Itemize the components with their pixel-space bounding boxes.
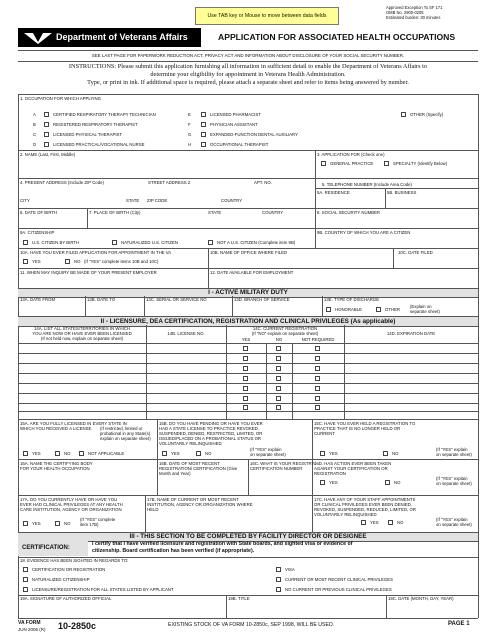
q1-letter-h: H [188, 142, 192, 147]
q10c-label: 10C. DATE FILED [398, 250, 433, 255]
certification-line-1: I certify that I have verified licensure and registration with State boards, and sighted visa or evidence of [92, 541, 353, 547]
approval-line-1: Approved Exception To SF 171 [386, 5, 443, 10]
q13a-label: 13A. DATE FROM [20, 297, 56, 302]
q14c-row3-not-required-checkbox[interactable] [315, 366, 320, 371]
section-2-header: II - LICENSURE, DEA CERTIFICATION, REGISTRATION AND CLINICAL PRIVILEGES (As applicable) [18, 316, 478, 327]
q17c-line-1: 17C. HAVE ANY OF YOUR STAFF APPOINTMENTS [314, 497, 416, 502]
q13-honorable-label: HONORABLE [335, 307, 362, 312]
q17a-yes-label: YES [32, 521, 41, 526]
q18-certification-label: CERTIFICATION OR REGISTRATION [32, 567, 106, 572]
q14c-row2-yes-checkbox[interactable] [243, 356, 248, 361]
q13d-label: 13D. BRANCH OF SERVICE [234, 297, 290, 302]
q17c-note-1: (If "YES" explain [436, 517, 468, 522]
q4-label: 4. PRESENT ADDRESS (Include ZIP Code) [20, 180, 104, 185]
q15b-yes-checkbox[interactable] [162, 451, 167, 456]
q17c-line-2: OR CLINICAL PRIVILEGES EVER BEEN DENIED, [314, 502, 412, 507]
q15b-no-label: NO [205, 451, 212, 456]
q4-state: STATE [126, 198, 140, 203]
q1-checkbox-other[interactable] [401, 112, 406, 117]
q3-general-checkbox[interactable] [321, 161, 326, 166]
q14a-line-3: (If not held now, explain on separate sheet) [40, 336, 124, 341]
q18-licensure-checkbox[interactable] [23, 587, 28, 592]
q1-label: 1. OCCUPATION FOR WHICH APPLYING [20, 96, 101, 101]
q1-option-f: PHYSICIAN ASSISTANT [210, 122, 258, 127]
q15a-yes-checkbox[interactable] [23, 451, 28, 456]
q18-visa-label: VISA [285, 567, 295, 572]
q16b-line-1: 16B. DATE OF MOST RECENT [159, 461, 220, 466]
q14c-yes: YES [241, 337, 251, 342]
q14b-label: 14B. LICENSE NO. [167, 331, 205, 336]
q17a-note-2: item 17B) [80, 522, 99, 527]
q18-current-privileges-label: CURRENT OR MOST RECENT CLINICAL PRIVILEGES [285, 577, 394, 582]
q17b-line-2: INSTITUTION, AGENCY OR ORGANIZATION WHERE [147, 502, 253, 507]
q15c-yes-checkbox[interactable] [320, 451, 325, 456]
q1-checkbox-e[interactable] [201, 112, 206, 117]
q4-street2: STREET ADDRESS 2 [148, 180, 191, 185]
q16d-no-checkbox[interactable] [385, 480, 390, 485]
q14c-line-1: 14C. CURRENT REGISTRATION [252, 326, 318, 331]
q15a-note-1: (If restricted, limited or [100, 426, 143, 431]
q14a-line-1: 14A. LIST ALL STATES/TERRITORIES IN WHICH [34, 326, 130, 331]
q12-label: 12. DATE AVAILABLE FOR EMPLOYMENT [210, 270, 294, 275]
q16d-line-1: 16D. HAS ACTION EVER BEEN TAKEN [314, 461, 392, 466]
q17a-yes-checkbox[interactable] [23, 521, 28, 526]
q14c-row1-yes-checkbox[interactable] [243, 346, 248, 351]
q16b-line-3: Month and Year) [159, 471, 191, 476]
q15a-na-label: NOT APPLICABLE [88, 451, 125, 456]
q14c-row7-no-checkbox[interactable] [276, 405, 281, 410]
q15b-line-4: ISSUED/PLACED ON A PROBATIONAL STATUS OR [159, 436, 262, 441]
q10-no-checkbox[interactable] [65, 259, 70, 264]
q15b-yes-label: YES [171, 451, 180, 456]
certification-label: CERTIFICATION: [22, 545, 70, 551]
org-name: Department of Veterans Affairs [56, 32, 188, 42]
q3-specialty-label: SPECIALTY (Identify Below) [393, 161, 448, 166]
q17a-no-label: NO [64, 521, 71, 526]
q15c-line-3: CURRENT [314, 431, 336, 436]
q13-other-label: OTHER [385, 307, 401, 312]
q16a-line-2: FOR YOUR HEALTH OCCUPATION [20, 466, 90, 471]
instructions-3: Type, or print in ink. If additional space is required, please attach a separate sheet and refer to items being answered by number. [87, 79, 409, 86]
q5-label: 5. TELEPHONE NUMBER (Include Area Code) [322, 182, 412, 187]
q15a-line-1: 15A. ARE YOU FULLY LICENSED IN EVERY STATE IN [20, 421, 127, 426]
q14c-row1-not-required-checkbox[interactable] [315, 346, 320, 351]
q14c-no: NO [275, 337, 283, 342]
q10-yes-label: YES [32, 259, 41, 264]
q1-letter-c: C [33, 132, 37, 137]
q18-no-privileges-label: NO CURRENT OR PREVIOUS CLINICAL PRIVILEGES [285, 587, 392, 592]
q19b-label: 19B. TITLE [228, 596, 250, 601]
q17a-line-2: EVER HAD CLINICAL PRIVILEGES AT ANY HEALTH [20, 502, 123, 507]
q14c-row1-no-checkbox[interactable] [276, 346, 281, 351]
form-title: APPLICATION FOR ASSOCIATED HEALTH OCCUPATIONS [218, 32, 456, 42]
q1-option-b: REGISTERED RESPIRATORY THERAPIST [53, 122, 138, 127]
q14c-row4-not-required-checkbox[interactable] [315, 376, 320, 381]
q17a-line-3: CARE INSTITUTION, AGENCY OR ORGANIZATION [20, 507, 122, 512]
va-seal-icon [22, 30, 54, 45]
q18-label: 18. EVIDENCE HAS BEEN SIGHTED IN REGARDS TO: [20, 558, 129, 563]
q6-label: 6. DATE OF BIRTH [20, 210, 58, 215]
instructions-1: INSTRUCTIONS: Please submit this application furnishing all information in sufficient detail to enable the Department of Veterans Affairs to [68, 63, 428, 70]
q11-label: 11. WHEN MAY INQUIRY BE MADE OF YOUR PRESENT EMPLOYER [20, 270, 157, 275]
certification-line-2: citizenship. Board certification has been verified (if appropriate). [92, 548, 255, 554]
q13-explain-1: (Explain on [410, 304, 432, 309]
q15b-line-2: HAD A STATE LICENSE TO PRACTICE REVOKED, [159, 426, 259, 431]
q17c-yes-label: YES [370, 520, 379, 525]
q14d-label: 14D. EXPIRATION DATE [386, 331, 436, 336]
q14c-row3-no-checkbox[interactable] [276, 366, 281, 371]
q15c-no-checkbox[interactable] [383, 451, 388, 456]
q10-yes-checkbox[interactable] [23, 259, 28, 264]
q13c-label: 13C. SERIAL OR SERVICE NO [146, 297, 207, 302]
q16d-note-1: (If "YES" explain [436, 476, 468, 481]
q1-letter-e: E [188, 112, 191, 117]
q18-no-privileges-checkbox[interactable] [276, 587, 281, 592]
q4-zip: ZIP CODE [147, 198, 168, 203]
q16d-line-2: AGAINST YOUR CERTIFICATION OR [314, 466, 388, 471]
q4-city: CITY [20, 198, 30, 203]
q13-honorable-checkbox[interactable] [326, 307, 331, 312]
q13-other-checkbox[interactable] [376, 307, 381, 312]
q9-not-citizen-checkbox[interactable] [208, 240, 213, 245]
q10-note: (If "YES" complete items 10B and 10C) [84, 259, 159, 264]
q14c-line-2: (If "NO" explain on separate sheet) [251, 331, 319, 336]
q19a-label: 19A. SIGNATURE OF AUTHORIZED OFFICIAL [20, 596, 112, 601]
q13-explain-2: separate sheet) [410, 309, 440, 314]
q7-country: COUNTRY [262, 210, 284, 215]
q15c-note-1: (If "YES" explain [436, 447, 468, 452]
q9-naturalized-checkbox[interactable] [112, 240, 117, 245]
q9-birth-label: U.S. CITIZEN BY BIRTH [32, 240, 80, 245]
q1-option-h: OCCUPATIONAL THERAPIST [210, 142, 269, 147]
q17a-note-1: (If "YES" complete [80, 517, 116, 522]
q18-visa-checkbox[interactable] [276, 567, 281, 572]
q1-checkbox-a[interactable] [44, 112, 49, 117]
q14c-row2-no-checkbox[interactable] [276, 356, 281, 361]
q16d-yes-label: YES [329, 480, 338, 485]
q14c-row6-yes-checkbox[interactable] [243, 396, 248, 401]
q18-naturalized-checkbox[interactable] [23, 577, 28, 582]
q3-specialty-checkbox[interactable] [384, 161, 389, 166]
q15a-yes-label: YES [32, 451, 41, 456]
q1-letter-d: D [33, 142, 37, 147]
footer-stock-note: EXISTING STOCK OF VA FORM 10-2850c, SEP 1998, WILL BE USED. [168, 622, 335, 628]
q15a-na-checkbox[interactable] [79, 451, 84, 456]
q17b-line-3: HELD [147, 507, 159, 512]
q14c-row7-yes-checkbox[interactable] [243, 405, 248, 410]
q3-label: 3. APPLICATION FOR (Check one) [317, 152, 385, 157]
q15b-note-2: on separate sheet) [250, 452, 286, 457]
section-1-header: I - ACTIVE MILITARY DUTY [18, 288, 478, 298]
q1-option-e: LICENSED PHARMACIST [210, 112, 261, 117]
footer-form-label: VA FORM [18, 620, 41, 626]
q1-checkbox-d[interactable] [44, 142, 49, 147]
footer-page: PAGE 1 [448, 621, 470, 627]
q15a-line-2: WHICH YOU RECEIVED A LICENSE [20, 426, 92, 431]
q14c-row5-yes-checkbox[interactable] [243, 386, 248, 391]
q17a-line-1: 17A. DO YOU CURRENTLY HAVE OR HAVE YOU [20, 497, 118, 502]
q14c-not-required: NOT REQUIRED [301, 337, 335, 342]
q14c-row4-yes-checkbox[interactable] [243, 376, 248, 381]
q14c-row4-no-checkbox[interactable] [276, 376, 281, 381]
q15b-no-checkbox[interactable] [196, 451, 201, 456]
approval-line-3: Estimated burden: 30 minutes [386, 15, 441, 20]
q16d-yes-checkbox[interactable] [320, 480, 325, 485]
q1-checkbox-g[interactable] [201, 132, 206, 137]
q16d-no-label: NO [394, 480, 401, 485]
q15c-note-2: on separate sheet) [436, 452, 472, 457]
q14c-row7-not-required-checkbox[interactable] [315, 405, 320, 410]
q15a-no-checkbox[interactable] [55, 451, 60, 456]
q1-option-a: CERTIFIED RESPIRATORY THERAPY TECHNICIAN [53, 112, 156, 117]
q1-checkbox-h[interactable] [201, 142, 206, 147]
q17c-yes-checkbox[interactable] [361, 520, 366, 525]
q10-no-label: NO [74, 259, 81, 264]
q16b-line-2: REGISTRATION/ CERTIFICATION (Give [159, 466, 238, 471]
q1-checkbox-c[interactable] [44, 132, 49, 137]
q14a-line-2: YOU ARE NOW OR HAVE EVER BEEN LICENSED [32, 331, 132, 336]
instructions-2: determine your eligibility for appointment in Veterans Health Administration. [150, 71, 346, 78]
q15c-no-label: NO [392, 451, 399, 456]
q16c-line-2: CERTIFICATION NUMBER [250, 466, 303, 471]
q2-label: 2. NAME (Last, First, Middle) [20, 152, 76, 157]
q15b-line-1: 15B. DO YOU HAVE PENDING OR HAVE YOU EVER [159, 421, 263, 426]
q3-general-label: GENERAL PRACTICE [330, 161, 374, 166]
q9b-label: 9B. COUNTRY OF WHICH YOU ARE A CITIZEN [317, 230, 411, 235]
q14c-row6-not-required-checkbox[interactable] [315, 396, 320, 401]
section-3-header: III - THIS SECTION TO BE COMPLETED BY FACILITY DIRECTOR OR DESIGNEE [18, 532, 478, 542]
q16d-note-2: on separate sheet) [436, 481, 472, 486]
q19c-label: 19C. DATE (MONTH, DAY, YEAR) [388, 596, 454, 601]
q17b-line-1: 17B. NAME OF CURRENT OR MOST RECENT [147, 497, 239, 502]
q15a-note-2: probational in any State(s) [100, 431, 151, 436]
q15c-line-2: PRACTICE THAT IS NO LONGER HELD OR [314, 426, 401, 431]
q15b-line-5: VOLUNTARILY RELINQUISHED [159, 441, 222, 446]
footer-form-date: JUN 2006 (R) [18, 627, 46, 632]
q18-current-privileges-checkbox[interactable] [276, 577, 281, 582]
q16d-line-3: REGISTRATION [314, 471, 346, 476]
q17c-note-2: on separate sheet) [436, 522, 472, 527]
q1-option-other: OTHER (Specify) [410, 112, 444, 117]
q9-naturalized-label: NATURALIZED U.S. CITIZEN [121, 240, 178, 245]
footer-form-number: 10-2850c [58, 621, 97, 631]
q14c-row5-no-checkbox[interactable] [276, 386, 281, 391]
q15c-yes-label: YES [329, 451, 338, 456]
q4-apt: APT. NO. [254, 180, 272, 185]
q9-not-citizen-label: NOT A U.S. CITIZEN (Complete item 9B) [217, 240, 296, 245]
q1-letter-b: B [33, 122, 36, 127]
q1-option-g: EXPANDED-FUNCTION DENTAL AUXILIARY [210, 132, 298, 137]
q7-label: 7. PLACE OF BIRTH (City) [89, 210, 141, 215]
q14c-row6-no-checkbox[interactable] [276, 396, 281, 401]
q17c-line-4: VOLUNTARILY RELINQUISHED [314, 512, 377, 517]
q17c-line-3: REVOKED, SUSPENDED, REDUCED, LIMITED, OR [314, 507, 416, 512]
q15c-line-1: 15C. HAVE YOU EVER HELD A REGISTRATION TO [314, 421, 416, 426]
q17c-no-checkbox[interactable] [388, 520, 393, 525]
q18-licensure-label: LICENSURE/REGISTRATION FOR ALL STATES LISTED BY APPLICANT [32, 587, 174, 592]
q16c-line-1: 16C. WHAT IS YOUR REGISTRY/ [250, 461, 316, 466]
q13b-label: 13B. DATE TO [87, 297, 116, 302]
q10a-label: 10A. HAVE YOU EVER FILED APPLICATION FOR APPOINTMENT IN THE VA [20, 250, 172, 255]
q1-checkbox-b[interactable] [44, 122, 49, 127]
q15a-note-3: explain on separate sheet) [100, 436, 151, 441]
q1-option-d: LICENSED PRACTICAL/VOCATIONAL NURSE [53, 142, 145, 147]
q15b-line-3: SUSPENDED, DENIED, RESTRICTED, LIMITED, OR [159, 431, 263, 436]
q13e-label: 13E. TYPE OF DISCHARGE [324, 297, 380, 302]
q1-letter-f: F [188, 122, 191, 127]
notice: SEE LAST PAGE FOR PAPERWORK REDUCTION ACT, PRIVACY ACT AND INFORMATION ABOUT DISCLOSURE OF YOUR SOCIAL SECURITY NUMBER. [91, 53, 405, 58]
q14c-row2-not-required-checkbox[interactable] [315, 356, 320, 361]
q9-birth-checkbox[interactable] [23, 240, 28, 245]
q14c-row3-yes-checkbox[interactable] [243, 366, 248, 371]
q10b-label: 10B. NAME OF OFFICE WHERE FILED [210, 250, 288, 255]
q14c-row5-not-required-checkbox[interactable] [315, 386, 320, 391]
q5a-label: 5A. RESIDENCE [317, 190, 350, 195]
q18-certification-checkbox[interactable] [23, 567, 28, 572]
q16a-line-1: 16A. NAME THE CERTIFYING BODY [20, 461, 93, 466]
q1-letter-g: G [188, 132, 192, 137]
q1-option-c: LICENSED PHYSICAL THERAPIST [53, 132, 123, 137]
q5b-label: 5B. BUSINESS [387, 190, 417, 195]
approval-line-2: OMB No. 2900-0205 [386, 10, 424, 15]
q17c-no-label: NO [397, 520, 404, 525]
q9a-label: 9A. CITIZENSHIP [20, 230, 55, 235]
q4-country: COUNTRY [221, 198, 243, 203]
q15a-no-label: NO [64, 451, 71, 456]
q17a-no-checkbox[interactable] [55, 521, 60, 526]
q1-letter-a: A [33, 112, 36, 117]
q18-naturalized-label: NATURALIZED CITIZENSHIP [32, 577, 90, 582]
tab-hint-banner: Use TAB key or Mouse to move between data fields [195, 7, 339, 25]
q1-checkbox-f[interactable] [201, 122, 206, 127]
q8-label: 8. SOCIAL SECURITY NUMBER [317, 210, 381, 215]
q7-state: STATE [208, 210, 222, 215]
va-logo-bar [18, 28, 201, 47]
q15b-note-1: (If "YES" explain [250, 447, 282, 452]
